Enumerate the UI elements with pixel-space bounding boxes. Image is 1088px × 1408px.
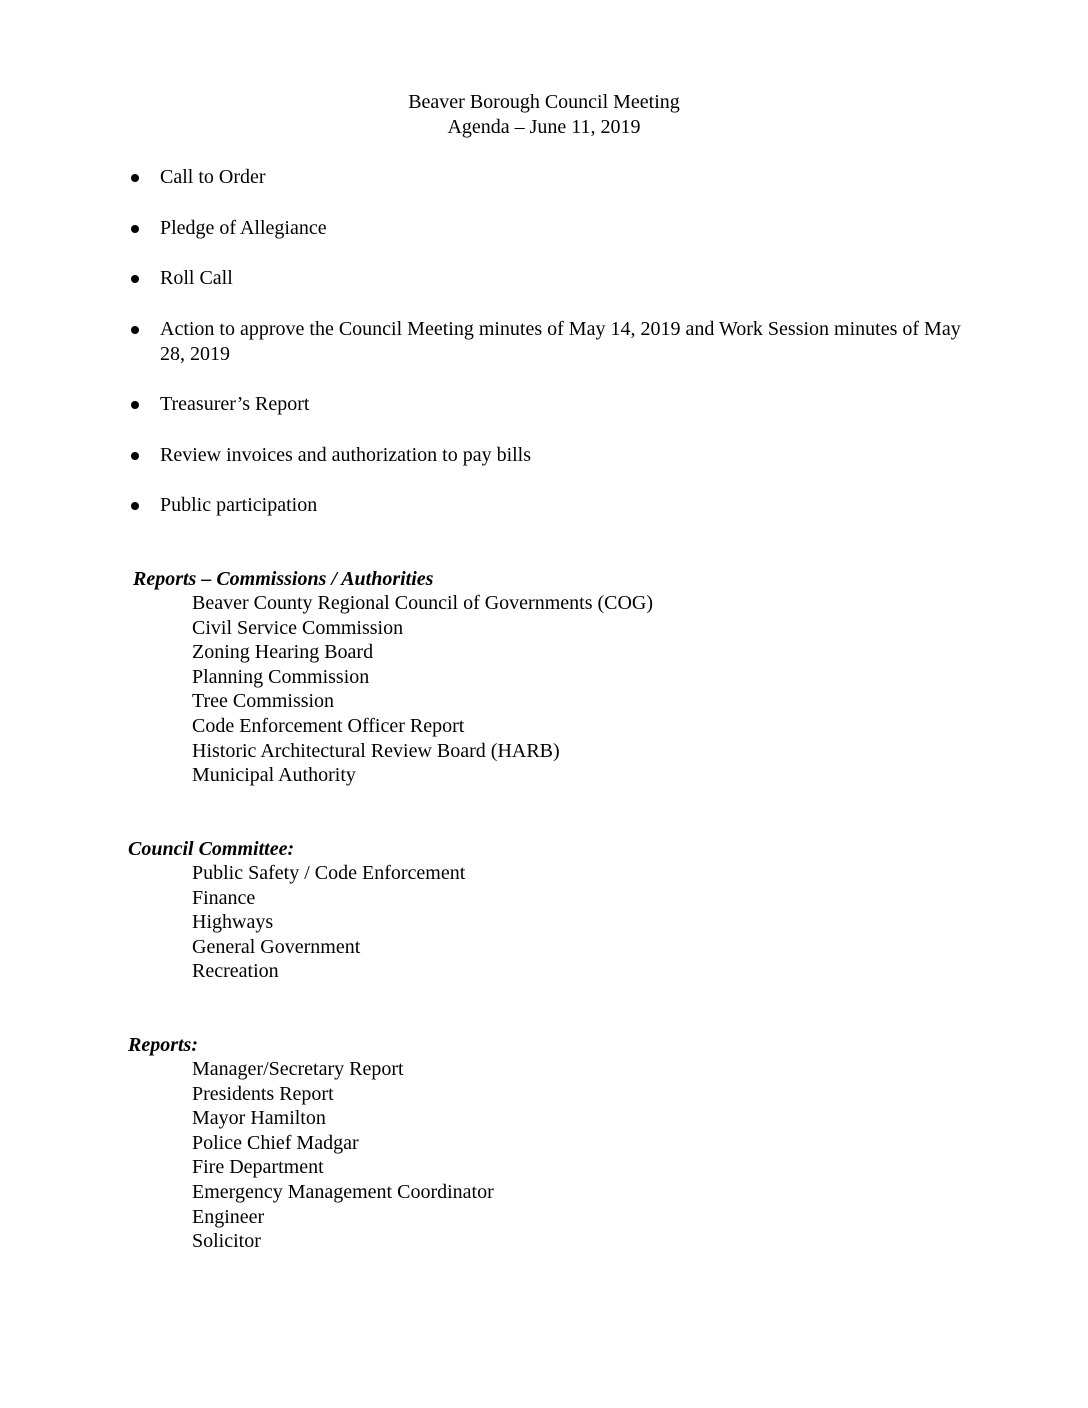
list-item: Municipal Authority <box>192 764 356 787</box>
list-item: Engineer <box>192 1205 265 1228</box>
agenda-item: Call to Order <box>160 166 266 188</box>
commissions-list <box>192 591 653 788</box>
list-item: Solicitor <box>192 1230 261 1253</box>
bullet-icon <box>131 326 139 334</box>
list-item: Planning Commission <box>192 665 370 688</box>
bullet-icon <box>131 401 139 409</box>
list-item: Highways <box>192 911 274 934</box>
list-item: Manager/Secretary Report <box>192 1058 404 1080</box>
document-title: Beaver Borough Council Meeting <box>408 91 680 113</box>
list-item: General Government <box>192 935 361 958</box>
document-subtitle: Agenda – June 11, 2019 <box>447 116 641 138</box>
list-item: Beaver County Regional Council of Governments (COG) <box>192 592 654 614</box>
bullet-icon <box>131 452 139 460</box>
list-item: Historic Architectural Review Board (HARB) <box>192 739 560 762</box>
bullet-icon <box>131 174 139 182</box>
list-item: Recreation <box>192 960 279 983</box>
council-committee-list <box>192 861 465 984</box>
agenda-item: Review invoices and authorization to pay bills <box>160 444 532 466</box>
list-item: Tree Commission <box>192 690 335 713</box>
agenda-item: Treasurer’s Report <box>160 393 310 415</box>
section-heading-reports: Reports: <box>128 1034 198 1056</box>
list-item: Finance <box>192 886 256 909</box>
agenda-item: Action to approve the Council Meeting minutes of May 14, 2019 and Work Session minutes of May 28, 2019 <box>160 318 961 365</box>
list-item: Public Safety / Code Enforcement <box>192 862 466 884</box>
bullet-icon <box>131 225 139 233</box>
list-item: Emergency Management Coordinator <box>192 1180 494 1203</box>
list-item: Mayor Hamilton <box>192 1107 326 1130</box>
list-item: Civil Service Commission <box>192 616 404 639</box>
list-item: Zoning Hearing Board <box>192 641 374 664</box>
agenda-item: Public participation <box>160 494 318 516</box>
bullet-icon <box>131 275 139 283</box>
section-heading-commissions: Reports – Commissions / Authorities <box>133 568 434 590</box>
reports-list <box>192 1057 494 1254</box>
agenda-item: Roll Call <box>160 267 233 289</box>
agenda-item: Pledge of Allegiance <box>160 217 327 239</box>
bullet-icon <box>131 502 139 510</box>
list-item: Police Chief Madgar <box>192 1131 359 1154</box>
section-heading-council-committee: Council Committee: <box>128 838 295 860</box>
list-item: Presidents Report <box>192 1082 334 1105</box>
list-item: Fire Department <box>192 1156 324 1179</box>
list-item: Code Enforcement Officer Report <box>192 714 465 737</box>
